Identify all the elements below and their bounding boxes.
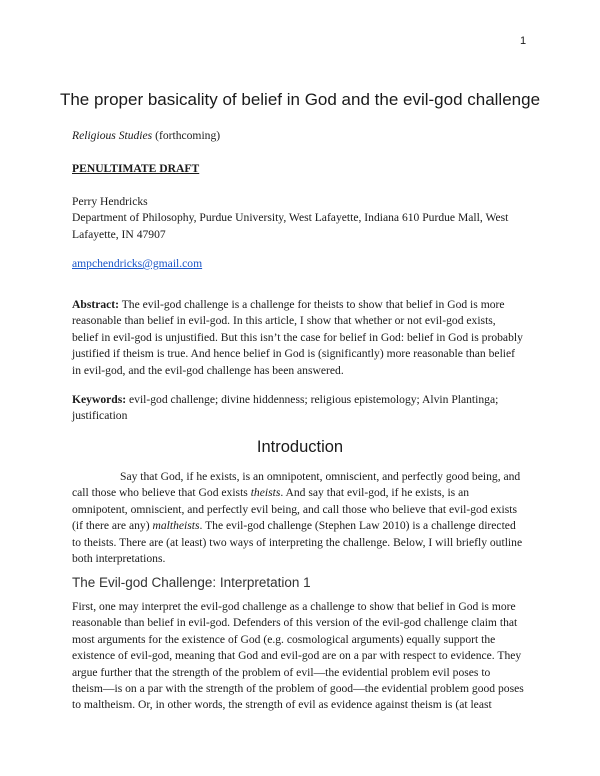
abstract-text: reasonable than belief in evil-god. In this article, I show that whether or not evil-god exists,	[72, 314, 496, 328]
intro-text: (if there are any)	[72, 519, 153, 533]
keywords-text: justification	[72, 409, 128, 423]
body-text: reasonable than belief in evil-god. Defenders of this version of the evil-god challenge claim that	[72, 616, 518, 630]
intro-text: call those who believe that God exists	[72, 486, 251, 500]
journal-line	[72, 128, 532, 144]
abstract-text: belief in evil-god is unjustified. But this isn’t the case for belief in God: belief in God is probably	[72, 330, 523, 344]
body-text: existence of evil-god, meaning that God and evil-god are on a par with respect to evidence. They	[72, 649, 522, 663]
body-text: theism—is on a par with the strength of the problem of good—the evidential problem good poses	[72, 682, 524, 696]
affiliation-line: Department of Philosophy, Purdue University, West Lafayette, Indiana 610 Purdue Mall, West	[72, 211, 509, 225]
intro-text: . The evil-god challenge (Stephen Law 2010) is a challenge directed	[199, 519, 516, 533]
section-heading-interpretation-1: The Evil-god Challenge: Interpretation 1	[72, 575, 311, 590]
author-email-link[interactable]: ampchendricks@gmail.com	[72, 257, 203, 270]
body-text: most arguments for the existence of God (e.g. cosmological arguments) equally support the	[72, 632, 496, 646]
intro-term: theists	[250, 486, 281, 500]
intro-term: maltheists	[152, 519, 200, 533]
body-text: First, one may interpret the evil-god challenge as a challenge to show that belief in God is more	[72, 600, 516, 613]
abstract-label: Abstract:	[72, 298, 120, 311]
keywords	[72, 392, 532, 425]
page-number: 1	[520, 35, 527, 47]
intro-text: Say that God, if he exists, is an omnipotent, omniscient, and perfectly good being, and	[120, 470, 521, 483]
intro-text: omnipotent, omniscient, and perfectly evil being, and call those who believe that evil-god exists	[72, 502, 517, 516]
journal-status: (forthcoming)	[155, 129, 221, 142]
intro-text: to theists. There are (at least) two ways of interpreting the challenge. Below, I will briefly outline	[72, 535, 523, 549]
intro-text: . And say that evil-god, if he exists, is an	[280, 486, 470, 500]
body-text: to maltheism. Or, in other words, the strength of evil as evidence against theism is (at least	[72, 698, 492, 712]
affiliation-line: Lafayette, IN 47907	[72, 227, 166, 241]
paper-title: The proper basicality of belief in God and the evil-god challenge	[59, 90, 541, 109]
draft-label: PENULTIMATE DRAFT	[72, 162, 200, 175]
keywords-label: Keywords:	[72, 393, 127, 406]
keywords-text: evil-god challenge; divine hiddenness; religious epistemology; Alvin Plantinga;	[126, 393, 499, 406]
interpretation-1-paragraph	[72, 599, 532, 714]
journal-name: Religious Studies	[72, 129, 153, 142]
introduction-paragraph	[72, 469, 532, 567]
abstract-text: The evil-god challenge is a challenge for theists to show that belief in God is more	[119, 298, 505, 311]
section-heading-introduction: Introduction	[256, 438, 344, 456]
author-name: Perry Hendricks	[72, 195, 148, 208]
abstract	[72, 297, 532, 379]
body-text: argue further that the strength of the problem of evil—the evidential problem evil poses to	[72, 665, 491, 679]
intro-text: both interpretations.	[72, 552, 166, 566]
abstract-text: justified if theism is true. And hence belief in God is (significantly) more reasonable than belief	[72, 347, 516, 361]
author-block	[72, 194, 532, 243]
abstract-text: in evil-god, and the evil-god challenge has been answered.	[72, 363, 344, 377]
